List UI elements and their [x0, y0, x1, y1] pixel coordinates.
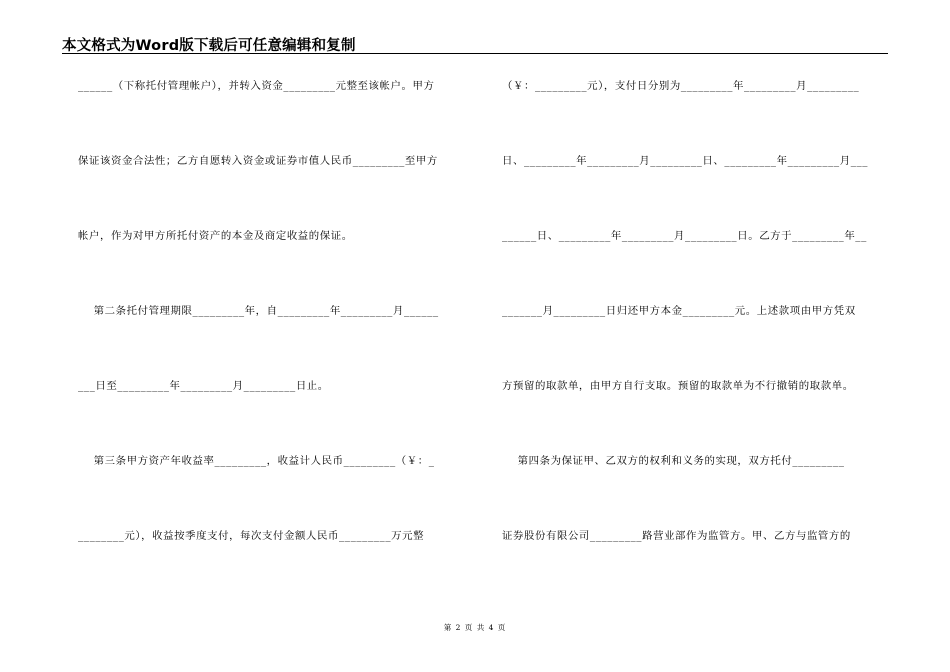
- text-line: ________元），收益按季度支付，每次支付金额人民币_________万元整: [78, 530, 425, 542]
- text-line: 保证该资金合法性；乙方自愿转入资金或证券市值人民币_________至甲方: [78, 155, 438, 167]
- text-line: 第二条托付管理期限_________年，自_________年_________月______: [78, 305, 439, 317]
- text-line: 证券股份有限公司_________路营业部作为监管方。甲、乙方与监管方的: [502, 530, 851, 542]
- text-line: ______（下称托付管理帐户），并转入资金_________元整至该帐户。甲方: [78, 80, 435, 92]
- text-line: 日、_________年_________月_________日、_________年_________月___: [502, 155, 869, 167]
- text-line: 方预留的取款单，由甲方自行支取。预留的取款单为不行撤销的取款单。: [502, 380, 854, 392]
- page-number-footer: 第 2 页 共 4 页: [443, 623, 507, 632]
- page-header-title: 本文格式为Word版下载后可任意编辑和复制: [62, 38, 356, 54]
- text-line: _______月_________日归还甲方本金_________元。上述款项由甲方凭双: [502, 305, 856, 317]
- text-line: 帐户，作为对甲方所托付资产的本金及商定收益的保证。: [78, 230, 353, 242]
- text-line: 第三条甲方资产年收益率_________，收益计人民币_________（￥：_: [78, 455, 435, 467]
- text-line: ______日、_________年_________月_________日。乙方于_________年__: [502, 230, 867, 242]
- text-line: 第四条为保证甲、乙双方的权利和义务的实现，双方托付_________: [502, 455, 845, 467]
- header-divider: [62, 53, 888, 54]
- text-line: ___日至_________年_________月_________日止。: [78, 380, 329, 392]
- text-line: （￥：_________元），支付日分别为_________年_________月_________: [502, 80, 860, 92]
